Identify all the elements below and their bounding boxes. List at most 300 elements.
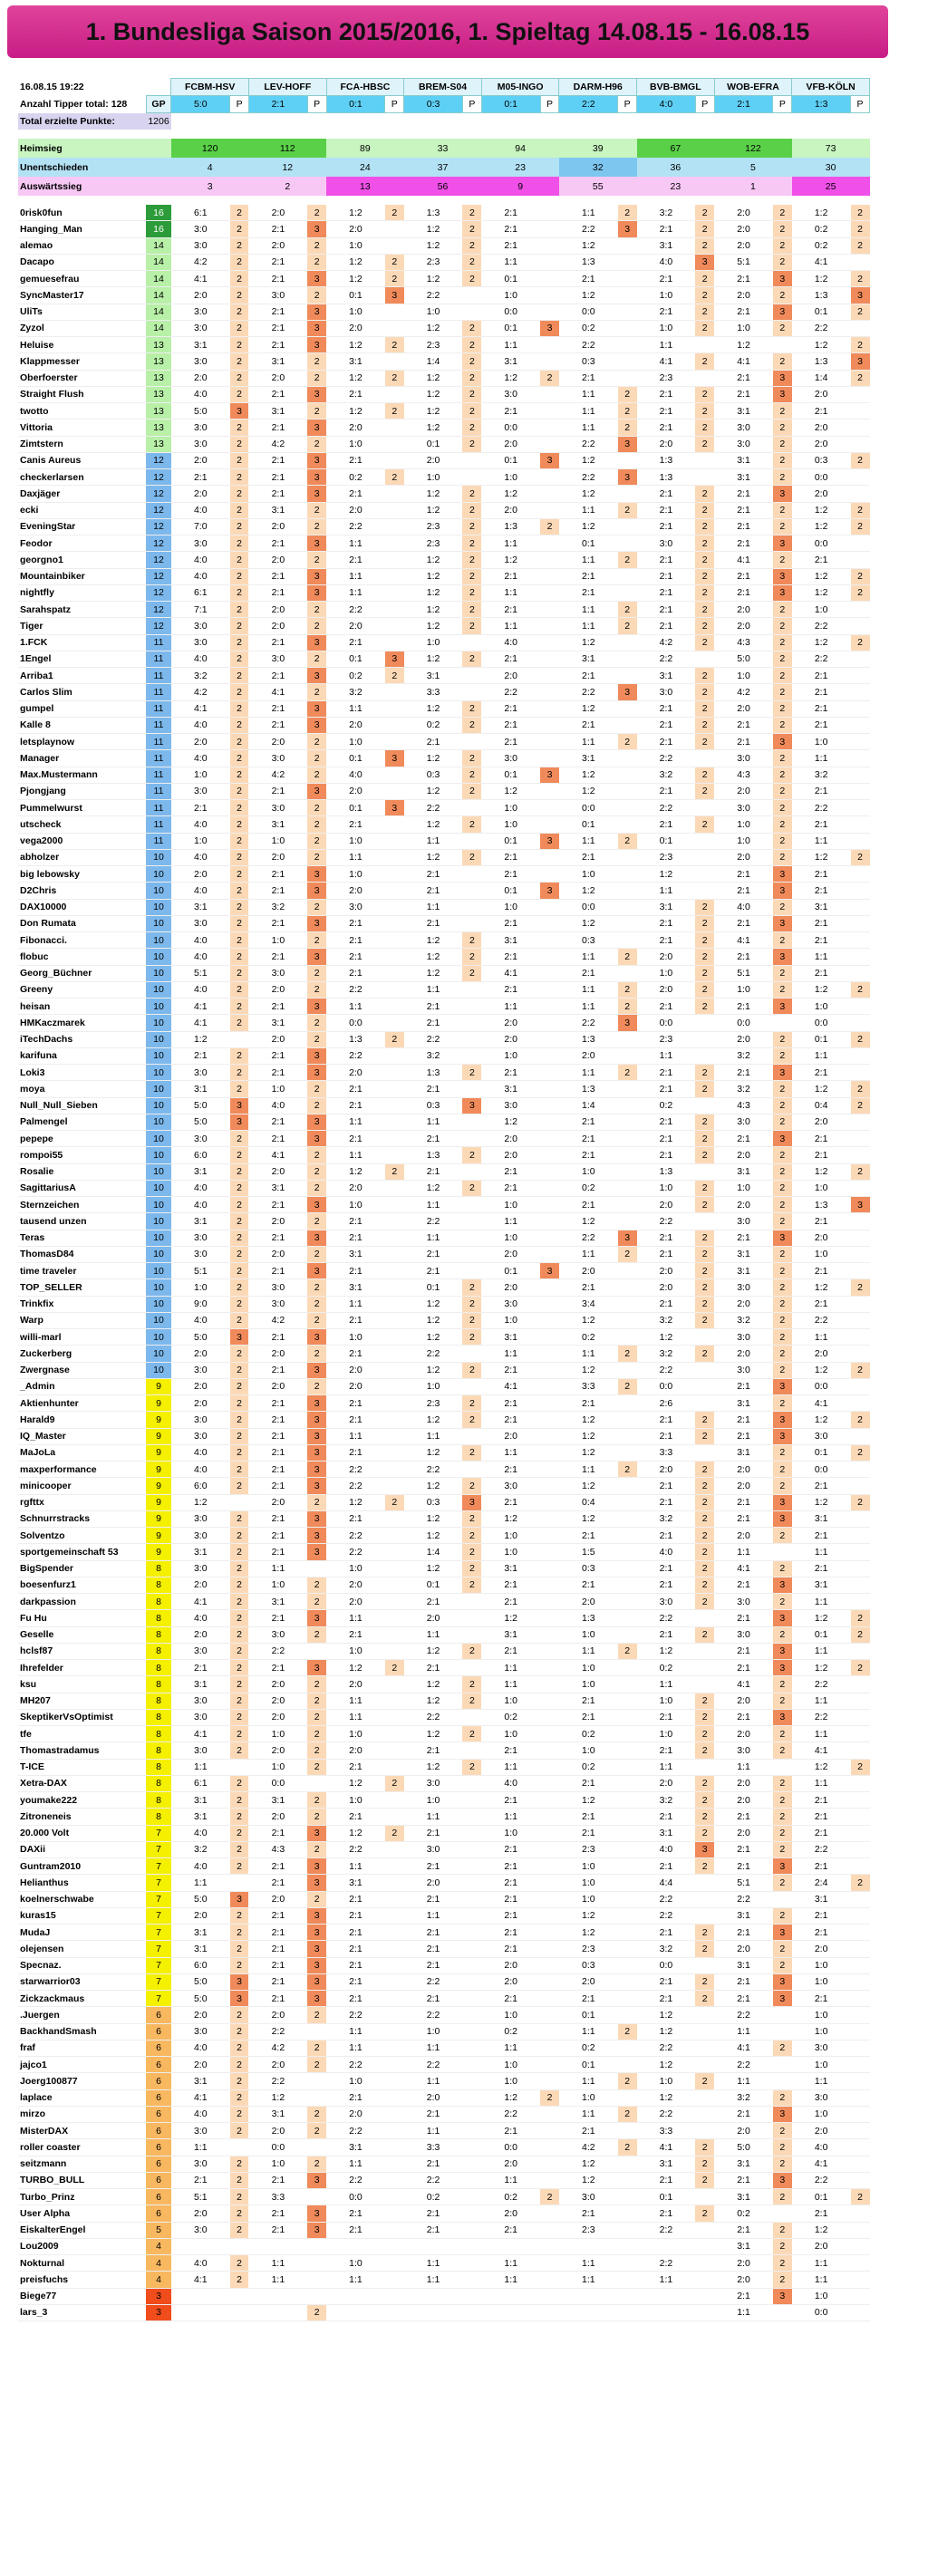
player-row (18, 981, 870, 998)
pick-points (851, 883, 870, 899)
pick-points (773, 2304, 792, 2320)
pick-points: 3 (307, 1412, 326, 1428)
player-pick: 2:0 (481, 1428, 540, 1444)
games-points: 12 (146, 469, 171, 486)
player-pick: 1:1 (326, 849, 385, 865)
player-row (18, 1478, 870, 1494)
player-pick: 1:0 (248, 1759, 307, 1775)
pick-points: 2 (462, 1560, 481, 1577)
player-pick: 2:1 (714, 915, 773, 931)
pick-points: 3 (773, 1925, 792, 1941)
pick-points: 2 (230, 1395, 249, 1412)
player-pick: 1:0 (248, 1726, 307, 1742)
games-points: 9 (146, 1528, 171, 1544)
pick-points (695, 833, 714, 849)
pick-points: 2 (462, 502, 481, 518)
player-pick: 1:2 (559, 452, 618, 468)
pick-points: 2 (773, 205, 792, 221)
player-pick: 2:0 (792, 386, 851, 402)
pick-points (385, 2304, 404, 2320)
pick-points: 2 (695, 2139, 714, 2156)
player-pick: 3:1 (714, 1395, 773, 1412)
pick-points: 3 (773, 271, 792, 287)
points-header: P (618, 96, 637, 113)
pick-points (462, 2123, 481, 2139)
pick-points (618, 965, 637, 981)
player-pick: 3:1 (481, 1626, 540, 1643)
player-pick: 1:1 (481, 1346, 540, 1362)
games-points: 7 (146, 1973, 171, 1990)
pick-points (851, 1296, 870, 1312)
player-row (18, 1577, 870, 1593)
player-pick: 3:1 (171, 1792, 230, 1809)
pick-points: 2 (230, 1015, 249, 1031)
pick-points: 2 (773, 1875, 792, 1891)
pick-points: 2 (230, 849, 249, 865)
pick-points: 2 (307, 981, 326, 998)
player-pick: 1:2 (481, 370, 540, 386)
player-pick: 2:1 (637, 502, 696, 518)
pick-points (851, 2272, 870, 2288)
player-pick: 0:3 (404, 1097, 463, 1114)
spacer-cell (18, 196, 146, 205)
player-pick: 2:1 (481, 717, 540, 733)
player-pick: 1:2 (559, 1510, 618, 1527)
player-pick: 2:2 (326, 1528, 385, 1544)
pick-points (695, 2057, 714, 2073)
player-pick: 1:0 (248, 833, 307, 849)
pick-points (307, 2089, 326, 2106)
player-pick: 4:1 (171, 700, 230, 717)
pick-points (385, 1246, 404, 1262)
pick-points: 2 (773, 2238, 792, 2254)
player-pick: 2:1 (481, 1925, 540, 1941)
pick-points (851, 1246, 870, 1262)
pick-points (618, 2156, 637, 2172)
pick-points (618, 2123, 637, 2139)
player-pick: 1:0 (481, 1312, 540, 1328)
player-pick: 1:1 (559, 981, 618, 998)
player-row (18, 420, 870, 436)
player-pick: 1:0 (481, 469, 540, 486)
player-pick: 4:0 (792, 2139, 851, 2156)
player-pick: 2:2 (326, 2172, 385, 2188)
player-pick: 2:1 (637, 568, 696, 584)
player-pick: 1:1 (792, 2073, 851, 2089)
player-name: MH207 (18, 1693, 146, 1709)
pick-points (462, 899, 481, 915)
player-pick: 1:2 (559, 767, 618, 783)
player-pick: 1:2 (559, 287, 618, 304)
player-pick: 1:2 (171, 1031, 230, 1047)
player-pick: 2:1 (637, 932, 696, 949)
empty-cell (773, 113, 792, 130)
pick-points (618, 2172, 637, 2188)
player-pick: 6:1 (171, 205, 230, 221)
pick-points (385, 420, 404, 436)
player-pick: 2:1 (714, 1412, 773, 1428)
player-pick: 1:0 (326, 866, 385, 883)
player-pick: 2:1 (326, 949, 385, 965)
empty-cell (230, 113, 249, 130)
pick-points: 2 (773, 221, 792, 237)
player-pick: 3:2 (714, 1081, 773, 1097)
pick-points: 2 (695, 1991, 714, 2007)
empty-cell (404, 113, 463, 130)
player-pick: 2:0 (714, 1031, 773, 1047)
player-pick: 2:0 (481, 1031, 540, 1047)
pick-points: 2 (773, 849, 792, 865)
games-points: 6 (146, 2007, 171, 2023)
pick-points (462, 1875, 481, 1891)
pick-points: 3 (773, 1510, 792, 1527)
games-points: 7 (146, 1941, 171, 1957)
pick-points: 3 (773, 535, 792, 552)
player-pick: 1:2 (326, 1494, 385, 1510)
games-points: 10 (146, 1180, 171, 1196)
player-pick: 2:2 (714, 1891, 773, 1907)
player-pick: 1:1 (637, 1759, 696, 1775)
match-header: VFB-KÖLN (792, 79, 870, 96)
pick-points: 2 (230, 1709, 249, 1725)
player-row (18, 1494, 870, 1510)
pick-points (695, 2238, 714, 2254)
player-pick: 1:0 (326, 1560, 385, 1577)
games-points: 10 (146, 1346, 171, 1362)
pick-points (540, 1213, 559, 1230)
pick-points (851, 2057, 870, 2073)
pick-points (540, 1676, 559, 1693)
player-pick: 1:1 (637, 1047, 696, 1064)
pick-points (462, 1081, 481, 1097)
empty-cell (851, 113, 870, 130)
player-pick: 1:2 (637, 1643, 696, 1659)
player-pick: 2:1 (714, 304, 773, 320)
pick-points (851, 767, 870, 783)
pick-points (695, 452, 714, 468)
pick-points: 2 (307, 436, 326, 452)
player-pick: 2:1 (714, 1858, 773, 1875)
player-pick: 2:0 (637, 1462, 696, 1478)
player-pick: 2:1 (714, 949, 773, 965)
player-pick: 4:0 (481, 634, 540, 651)
player-pick: 2:0 (481, 2156, 540, 2172)
stats-label: Unentschieden (18, 158, 171, 177)
player-pick: 1:1 (559, 1246, 618, 1262)
pick-points (618, 717, 637, 733)
player-name: Fu Hu (18, 1610, 146, 1626)
games-points: 10 (146, 1296, 171, 1312)
player-pick: 2:0 (714, 1726, 773, 1742)
pick-points (851, 1065, 870, 1081)
player-pick: 2:1 (248, 634, 307, 651)
player-pick: 0:0 (637, 1957, 696, 1973)
pick-points: 2 (695, 1925, 714, 1941)
pick-points: 3 (307, 2172, 326, 2188)
player-pick: 2:1 (792, 1478, 851, 1494)
pick-points (695, 370, 714, 386)
player-pick: 1:2 (404, 651, 463, 667)
player-pick: 1:1 (637, 337, 696, 353)
pick-points (462, 1973, 481, 1990)
player-pick: 1:1 (481, 999, 540, 1015)
player-pick: 3:3 (637, 1444, 696, 1461)
player-pick: 2:0 (481, 1279, 540, 1296)
player-name: laplace (18, 2089, 146, 2106)
player-pick: 2:1 (792, 866, 851, 883)
pick-points (385, 1362, 404, 1378)
pick-points: 2 (773, 668, 792, 684)
player-pick: 2:1 (248, 1907, 307, 1924)
pick-points (540, 602, 559, 618)
player-pick: 2:1 (248, 535, 307, 552)
pick-points: 3 (385, 651, 404, 667)
pick-points (540, 271, 559, 287)
pick-points (462, 1991, 481, 2007)
player-pick: 2:1 (714, 1643, 773, 1659)
pick-points (230, 1031, 249, 1047)
player-pick: 2:1 (248, 1825, 307, 1841)
player-name: SagittariusA (18, 1180, 146, 1196)
games-points: 9 (146, 1462, 171, 1478)
player-row (18, 1329, 870, 1346)
player-name: Max.Mustermann (18, 767, 146, 783)
player-pick: 3:0 (171, 237, 230, 254)
pick-points: 2 (773, 1528, 792, 1544)
pick-points (851, 2172, 870, 2188)
pick-points (851, 1941, 870, 1957)
player-pick: 2:0 (326, 221, 385, 237)
pick-points (851, 2106, 870, 2122)
player-pick (404, 2288, 463, 2304)
pick-points: 2 (230, 1792, 249, 1809)
pick-points (851, 2040, 870, 2056)
pick-points (618, 1726, 637, 1742)
player-row (18, 1097, 870, 1114)
player-pick: 2:1 (248, 1065, 307, 1081)
player-pick: 2:3 (559, 2222, 618, 2238)
player-pick: 2:0 (481, 2205, 540, 2222)
player-pick: 1:2 (404, 584, 463, 601)
pick-points (540, 403, 559, 420)
pick-points: 2 (695, 584, 714, 601)
pick-points (695, 1097, 714, 1114)
player-pick: 2:1 (559, 584, 618, 601)
pick-points (385, 1296, 404, 1312)
player-pick: 1:0 (326, 734, 385, 750)
player-name: IQ_Master (18, 1428, 146, 1444)
player-row (18, 684, 870, 700)
player-pick: 2:1 (559, 1577, 618, 1593)
player-pick: 2:2 (248, 2073, 307, 2089)
player-row (18, 1362, 870, 1378)
player-pick: 3:0 (714, 1114, 773, 1130)
player-pick: 2:1 (248, 668, 307, 684)
pick-points (540, 1230, 559, 1246)
games-points: 14 (146, 271, 171, 287)
pick-points (385, 767, 404, 783)
player-pick: 1:2 (404, 320, 463, 336)
player-pick: 0:1 (481, 833, 540, 849)
player-pick: 1:1 (792, 750, 851, 767)
player-pick: 2:0 (637, 436, 696, 452)
pick-points (773, 2205, 792, 2222)
player-pick: 1:0 (481, 2073, 540, 2089)
player-pick: 1:0 (637, 320, 696, 336)
games-points: 9 (146, 1494, 171, 1510)
pick-points: 2 (307, 1676, 326, 1693)
player-row (18, 800, 870, 816)
player-pick: 1:0 (792, 999, 851, 1015)
pick-points: 2 (851, 1081, 870, 1097)
pick-points: 2 (695, 700, 714, 717)
games-points: 16 (146, 221, 171, 237)
player-pick: 2:1 (481, 1594, 540, 1610)
player-row (18, 2205, 870, 2222)
player-pick: 1:2 (792, 1610, 851, 1626)
pick-points: 2 (695, 634, 714, 651)
pick-points (695, 337, 714, 353)
player-row (18, 1626, 870, 1643)
player-pick: 2:1 (404, 1925, 463, 1941)
player-pick: 1:2 (481, 1114, 540, 1130)
player-pick: 3:1 (171, 1163, 230, 1180)
pick-points: 2 (462, 1693, 481, 1709)
pick-points (385, 1858, 404, 1875)
pick-points: 2 (230, 1279, 249, 1296)
player-pick: 2:1 (404, 1660, 463, 1676)
pick-points: 2 (307, 651, 326, 667)
player-pick: 3:1 (714, 469, 773, 486)
pick-points (851, 1346, 870, 1362)
pick-points: 2 (773, 602, 792, 618)
pick-points (385, 734, 404, 750)
pick-points: 2 (773, 1775, 792, 1791)
pick-points (462, 1594, 481, 1610)
pick-points: 3 (307, 337, 326, 353)
player-pick: 1:1 (481, 535, 540, 552)
player-pick: 1:2 (404, 1726, 463, 1742)
games-points: 9 (146, 1428, 171, 1444)
player-pick: 1:1 (404, 1428, 463, 1444)
player-pick: 3:0 (171, 1131, 230, 1147)
player-pick: 2:1 (714, 2172, 773, 2188)
match-result: 0:1 (481, 96, 540, 113)
pick-points: 3 (307, 2205, 326, 2222)
pick-points (540, 1510, 559, 1527)
pick-points: 2 (773, 1114, 792, 1130)
pick-points: 2 (695, 1462, 714, 1478)
pick-points: 2 (695, 899, 714, 915)
pick-points (385, 1610, 404, 1626)
player-pick: 2:1 (714, 502, 773, 518)
games-points: 10 (146, 1131, 171, 1147)
games-points: 11 (146, 783, 171, 799)
player-pick: 1:1 (559, 386, 618, 402)
games-points: 11 (146, 833, 171, 849)
pick-points: 2 (695, 1494, 714, 1510)
pick-points: 2 (851, 370, 870, 386)
player-row (18, 1875, 870, 1891)
pick-points: 2 (230, 1610, 249, 1626)
pick-points (618, 1528, 637, 1544)
games-points: 6 (146, 2089, 171, 2106)
pick-points: 2 (307, 2040, 326, 2056)
pick-points: 2 (695, 1230, 714, 1246)
player-row (18, 1131, 870, 1147)
player-pick: 2:1 (326, 552, 385, 568)
pick-points (851, 1858, 870, 1875)
player-pick: 4:3 (714, 767, 773, 783)
pick-points (462, 1626, 481, 1643)
player-pick: 2:0 (792, 420, 851, 436)
player-pick: 2:1 (248, 1925, 307, 1941)
pick-points: 2 (773, 1809, 792, 1825)
stats-value: 1 (714, 177, 792, 196)
player-pick: 1:1 (404, 2123, 463, 2139)
player-row (18, 1378, 870, 1394)
player-pick: 2:1 (792, 965, 851, 981)
player-pick: 1:2 (637, 2089, 696, 2106)
player-pick: 1:0 (326, 1643, 385, 1659)
player-name: minicooper (18, 1478, 146, 1494)
player-pick: 2:0 (171, 1907, 230, 1924)
player-pick: 2:0 (404, 1610, 463, 1626)
player-pick: 1:2 (792, 502, 851, 518)
player-pick: 1:3 (326, 1031, 385, 1047)
pick-points: 2 (773, 1246, 792, 1262)
player-name: boesenfurz1 (18, 1577, 146, 1593)
pick-points: 2 (695, 1594, 714, 1610)
player-pick: 2:2 (404, 1709, 463, 1725)
player-pick: 1:2 (559, 1792, 618, 1809)
player-pick: 1:1 (326, 2040, 385, 2056)
player-pick: 2:1 (481, 1742, 540, 1759)
player-name: 20.000 Volt (18, 1825, 146, 1841)
player-pick: 4:1 (481, 965, 540, 981)
pick-points: 2 (462, 1759, 481, 1775)
player-pick: 0:0 (792, 2304, 851, 2320)
player-name: MisterDAX (18, 2123, 146, 2139)
player-pick: 1:0 (481, 1197, 540, 1213)
player-pick: 2:1 (248, 700, 307, 717)
player-pick: 4:0 (171, 651, 230, 667)
player-pick: 0:0 (637, 1378, 696, 1394)
player-pick: 1:0 (481, 1544, 540, 1560)
pick-points: 2 (230, 2255, 249, 2272)
player-pick: 2:1 (714, 999, 773, 1015)
pick-points: 3 (307, 1065, 326, 1081)
player-pick: 2:2 (404, 2172, 463, 2188)
player-pick: 0:3 (404, 767, 463, 783)
player-pick: 1:2 (404, 965, 463, 981)
pick-points (618, 700, 637, 717)
player-pick (326, 2288, 385, 2304)
pick-points (540, 2288, 559, 2304)
pick-points (851, 1428, 870, 1444)
pick-points (618, 568, 637, 584)
pick-points (540, 1759, 559, 1775)
pick-points (851, 1510, 870, 1527)
player-pick: 2:1 (326, 1230, 385, 1246)
pick-points (618, 1775, 637, 1791)
empty-cell (714, 113, 773, 130)
player-pick: 2:0 (326, 1378, 385, 1394)
empty-cell (307, 113, 326, 130)
player-pick: 2:3 (637, 849, 696, 865)
stats-value: 89 (326, 139, 404, 158)
pick-points (462, 1660, 481, 1676)
